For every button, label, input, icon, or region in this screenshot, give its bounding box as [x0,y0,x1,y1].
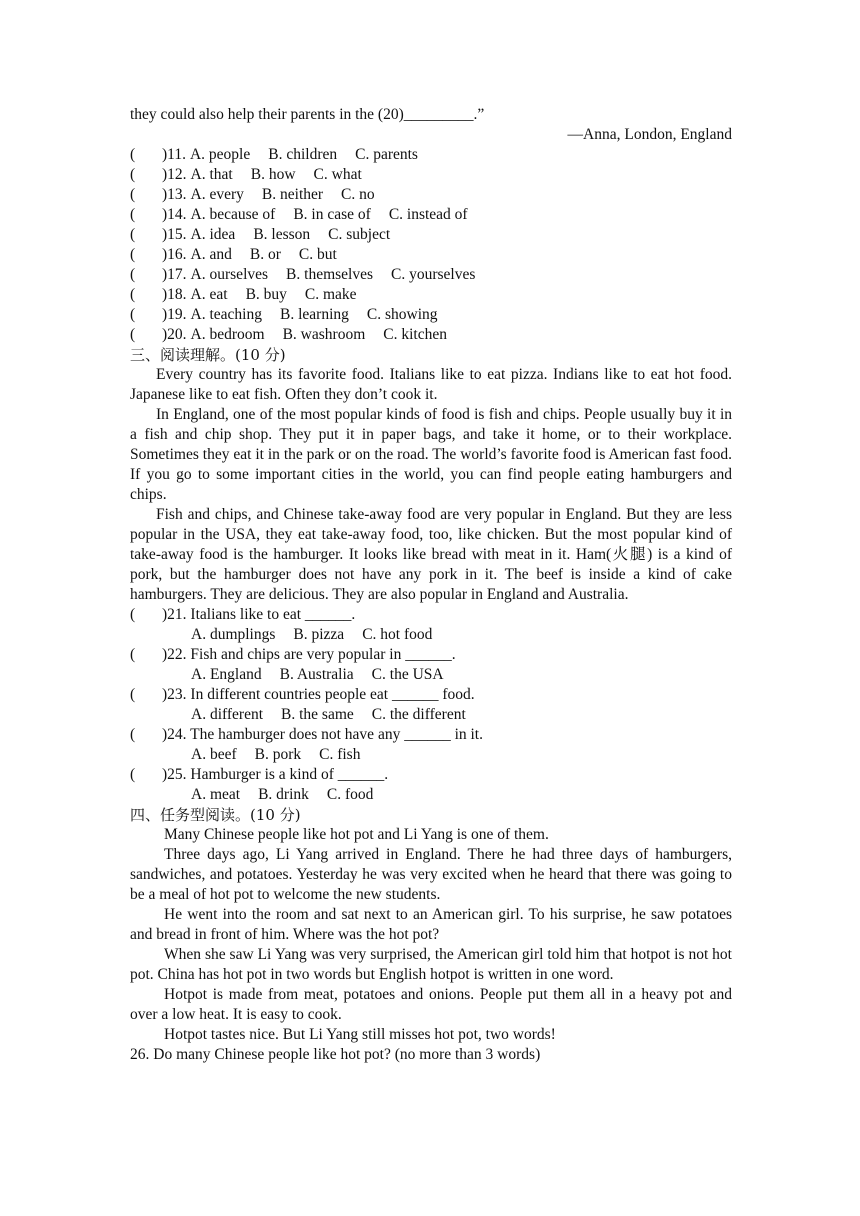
option: A. beef [191,746,237,763]
option: A. ourselves [190,266,269,283]
question-number: )12. [162,166,187,183]
answer-bracket[interactable]: ( [130,186,136,203]
passage-paragraph: Hotpot is made from meat, potatoes and onions. People put them all in a heavy pot and over a low heat. It is easy to cook. [130,986,732,1023]
cloze-question [130,185,732,205]
answer-bracket[interactable]: ( [130,306,136,323]
page-content [130,105,732,1065]
question-number: )20. [162,326,187,343]
question-26: 26. Do many Chinese people like hot pot? (no more than 3 words) [130,1046,541,1063]
option: B. lesson [253,226,311,243]
option: C. parents [355,146,418,163]
option: A. that [190,166,233,183]
answer-bracket[interactable]: ( [130,726,136,743]
passage-paragraph: He went into the room and sat next to an American girl. To his surprise, he saw potatoes and bread in front of him. Where was the hot pot? [130,906,732,943]
question-number: )11. [162,146,186,163]
cloze-question [130,145,732,165]
answer-bracket[interactable]: ( [130,266,136,283]
answer-bracket[interactable]: ( [130,206,136,223]
option: C. subject [328,226,391,243]
option: A. meat [191,786,241,803]
question-stem: )25. Hamburger is a kind of ______. [162,766,389,783]
option: A. different [191,706,264,723]
option: B. drink [258,786,309,803]
question-options [130,705,732,725]
passage-paragraph: Many Chinese people like hot pot and Li Yang is one of them. [164,826,549,843]
question-stem: )23. In different countries people eat ______ food. [162,686,475,703]
option: C. fish [319,746,361,763]
option: B. neither [261,186,324,203]
passage-paragraph: In England, one of the most popular kinds of food is fish and chips. People usually buy it in a fish and chip shop. They put it in paper bags, and take it home, or to their workplace. Sometimes they eat it in the park or on the road. The world’s favorite food is American fast food. If you go to some important cities in the world, you can find people eating hamburgers and chips. [130,406,732,503]
question-options [130,745,732,765]
passage-paragraph: Three days ago, Li Yang arrived in England. There he had three days of hamburgers, sandwiches, and potatoes. Yesterday he was very excited when he heard that there was going to be a meal of hot pot to welcome the new students. [130,846,732,903]
option: A. bedroom [190,326,265,343]
cloze-question [130,285,732,305]
question-stem: )22. Fish and chips are very popular in ______. [162,646,456,663]
answer-bracket[interactable]: ( [130,146,136,163]
reading-question [130,725,732,745]
option: C. kitchen [383,326,447,343]
reading-question [130,645,732,665]
cloze-question [130,305,732,325]
cloze-question [130,245,732,265]
question-stem: )21. Italians like to eat ______. [162,606,356,623]
section-3-passage [130,365,732,605]
option: C. no [341,186,375,203]
answer-bracket[interactable]: ( [130,286,136,303]
question-number: )15. [162,226,187,243]
option: C. make [304,286,357,303]
passage-paragraph: Hotpot tastes nice. But Li Yang still misses hot pot, two words! [164,1026,556,1043]
passage-paragraph: Fish and chips, and Chinese take-away food are very popular in England. But they are less popular in the USA, they eat take-away food, too, like chicken. But the most popular kind of take-away food is the hamburger. It looks like bread with meat in it. Ham(火腿) is a kind of pork, but the hamburger does not have any pork in it. The beef is inside a kind of cake hamburgers. They are delicious. They are also popular in England and Australia. [130,506,732,603]
intro-line: they could also help their parents in the (20)_________.” [130,106,485,123]
answer-bracket[interactable]: ( [130,246,136,263]
option: B. themselves [286,266,374,283]
question-options [130,665,732,685]
passage-paragraph: When she saw Li Yang was very surprised, the American girl told him that hotpot is not hot pot. China has hot pot in two words but English hotpot is written in one word. [130,946,732,983]
cloze-question [130,225,732,245]
reading-question [130,685,732,705]
option: B. in case of [293,206,371,223]
question-number: )19. [162,306,187,323]
option: B. learning [280,306,349,323]
option: A. teaching [190,306,262,323]
cloze-question [130,325,732,345]
option: A. every [190,186,244,203]
option: A. people [189,146,251,163]
option: A. because of [190,206,276,223]
answer-bracket[interactable]: ( [130,226,136,243]
option: C. the USA [371,666,444,683]
passage-paragraph: Every country has its favorite food. Italians like to eat pizza. Indians like to eat hot food. Japanese like to eat fish. Often they don’t cook it. [130,366,732,403]
section-4-passage [130,825,732,1045]
cloze-question [130,205,732,225]
reading-question [130,605,732,625]
option: C. yourselves [391,266,476,283]
option: C. hot food [362,626,433,643]
question-options [130,785,732,805]
option: C. but [298,246,337,263]
option: B. buy [245,286,287,303]
answer-bracket[interactable]: ( [130,166,136,183]
question-number: )18. [162,286,187,303]
option: B. Australia [279,666,354,683]
cloze-questions [130,145,732,345]
question-number: )13. [162,186,187,203]
option: B. washroom [282,326,366,343]
cloze-question [130,165,732,185]
option: A. eat [190,286,228,303]
option: C. showing [366,306,438,323]
option: B. pizza [293,626,345,643]
cloze-question [130,265,732,285]
option: B. pork [254,746,302,763]
question-number: )14. [162,206,187,223]
question-stem: )24. The hamburger does not have any ______ in it. [162,726,483,743]
option: C. what [313,166,362,183]
option: C. the different [371,706,466,723]
option: A. and [190,246,232,263]
question-number: )17. [162,266,187,283]
option: A. dumplings [191,626,276,643]
answer-bracket[interactable]: ( [130,646,136,663]
reading-questions [130,605,732,805]
option: B. how [250,166,296,183]
signature: —Anna, London, England [567,126,732,143]
option: B. the same [281,706,354,723]
option: B. or [249,246,281,263]
question-options [130,625,732,645]
section-4-heading: 四、任务型阅读。(10 分) [130,806,301,824]
option: B. children [268,146,338,163]
question-number: )16. [162,246,187,263]
section-3-heading: 三、阅读理解。(10 分) [130,346,286,364]
answer-bracket[interactable]: ( [130,766,136,783]
option: C. food [326,786,374,803]
answer-bracket[interactable]: ( [130,326,136,343]
answer-bracket[interactable]: ( [130,606,136,623]
answer-bracket[interactable]: ( [130,686,136,703]
option: C. instead of [388,206,468,223]
reading-question [130,765,732,785]
option: A. England [191,666,262,683]
option: A. idea [190,226,236,243]
